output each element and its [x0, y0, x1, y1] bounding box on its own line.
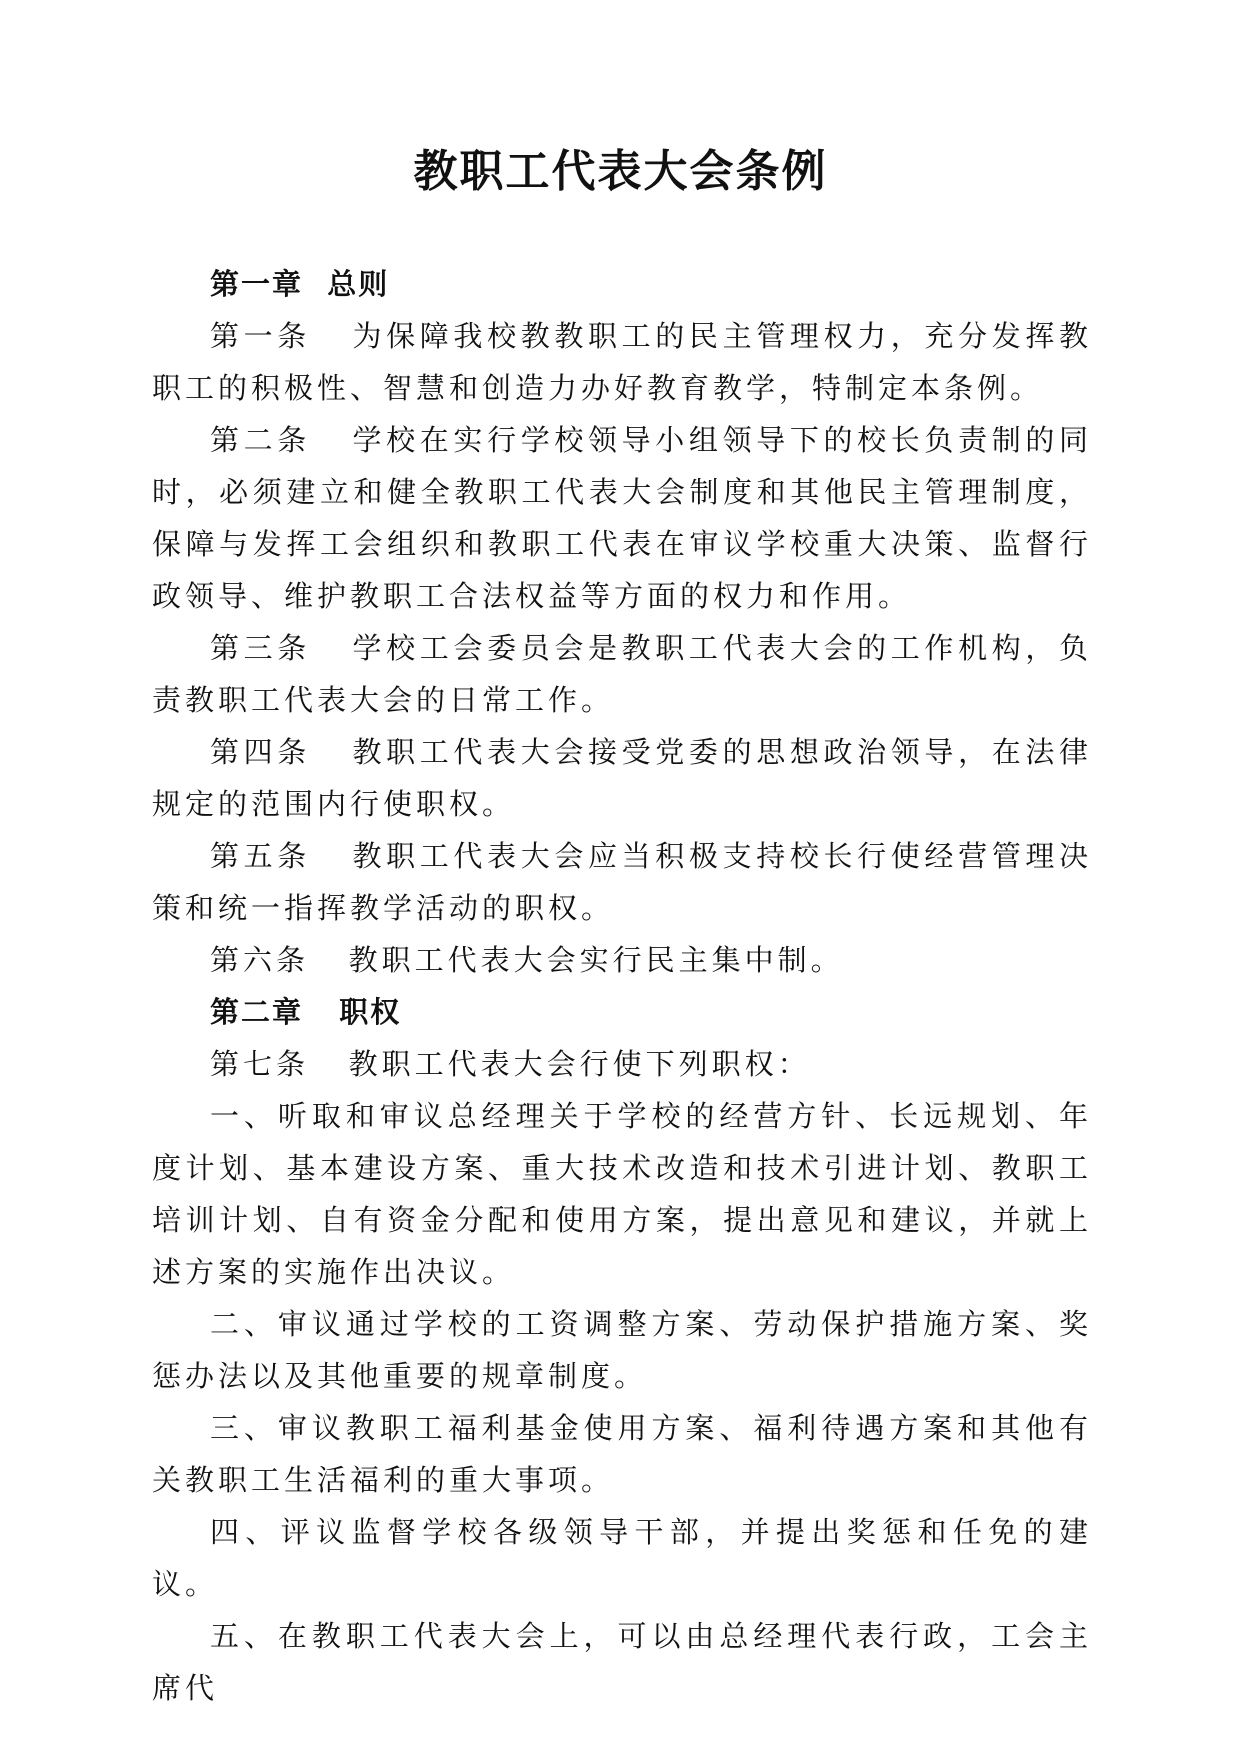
article-paragraph: 第七条 教职工代表大会行使下列职权： — [210, 1047, 811, 1081]
article-paragraph: 第三条 学校工会委员会是教职工代表大会的工作机构，负责教职工代表大会的日常工作。 — [152, 631, 1092, 717]
document-body — [152, 258, 1092, 1714]
list-item-paragraph: 三、审议教职工福利基金使用方案、福利待遇方案和其他有关教职工生活福利的重大事项。 — [152, 1411, 1092, 1497]
article-paragraph: 第二条 学校在实行学校领导小组领导下的校长负责制的同时，必须建立和健全教职工代表大会制度和其他民主管理制度，保障与发挥工会组织和教职工代表在审议学校重大决策、监督行政领导、维护教职工合法权益等方面的权力和作用。 — [152, 423, 1092, 613]
chapter-heading: 第一章 总则 — [210, 267, 390, 301]
page-title: 教职工代表大会条例 — [413, 146, 828, 197]
chapter-heading: 第二章 职权 — [210, 995, 402, 1029]
article-paragraph: 第六条 教职工代表大会实行民主集中制。 — [210, 943, 844, 977]
list-item-paragraph: 二、审议通过学校的工资调整方案、劳动保护措施方案、奖惩办法以及其他重要的规章制度。 — [152, 1307, 1092, 1393]
article-paragraph: 第五条 教职工代表大会应当积极支持校长行使经营管理决策和统一指挥教学活动的职权。 — [152, 839, 1092, 925]
article-paragraph: 第四条 教职工代表大会接受党委的思想政治领导，在法律规定的范围内行使职权。 — [152, 735, 1092, 821]
list-item-paragraph: 五、在教职工代表大会上，可以由总经理代表行政，工会主席代 — [152, 1619, 1092, 1705]
list-item-paragraph: 四、评议监督学校各级领导干部，并提出奖惩和任免的建议。 — [152, 1515, 1092, 1601]
list-item-paragraph: 一、听取和审议总经理关于学校的经营方针、长远规划、年度计划、基本建设方案、重大技术改造和技术引进计划、教职工培训计划、自有资金分配和使用方案，提出意见和建议，并就上述方案的实施作出决议。 — [152, 1099, 1092, 1289]
article-paragraph: 第一条 为保障我校教教职工的民主管理权力，充分发挥教职工的积极性、智慧和创造力办好教育教学，特制定本条例。 — [152, 319, 1092, 405]
